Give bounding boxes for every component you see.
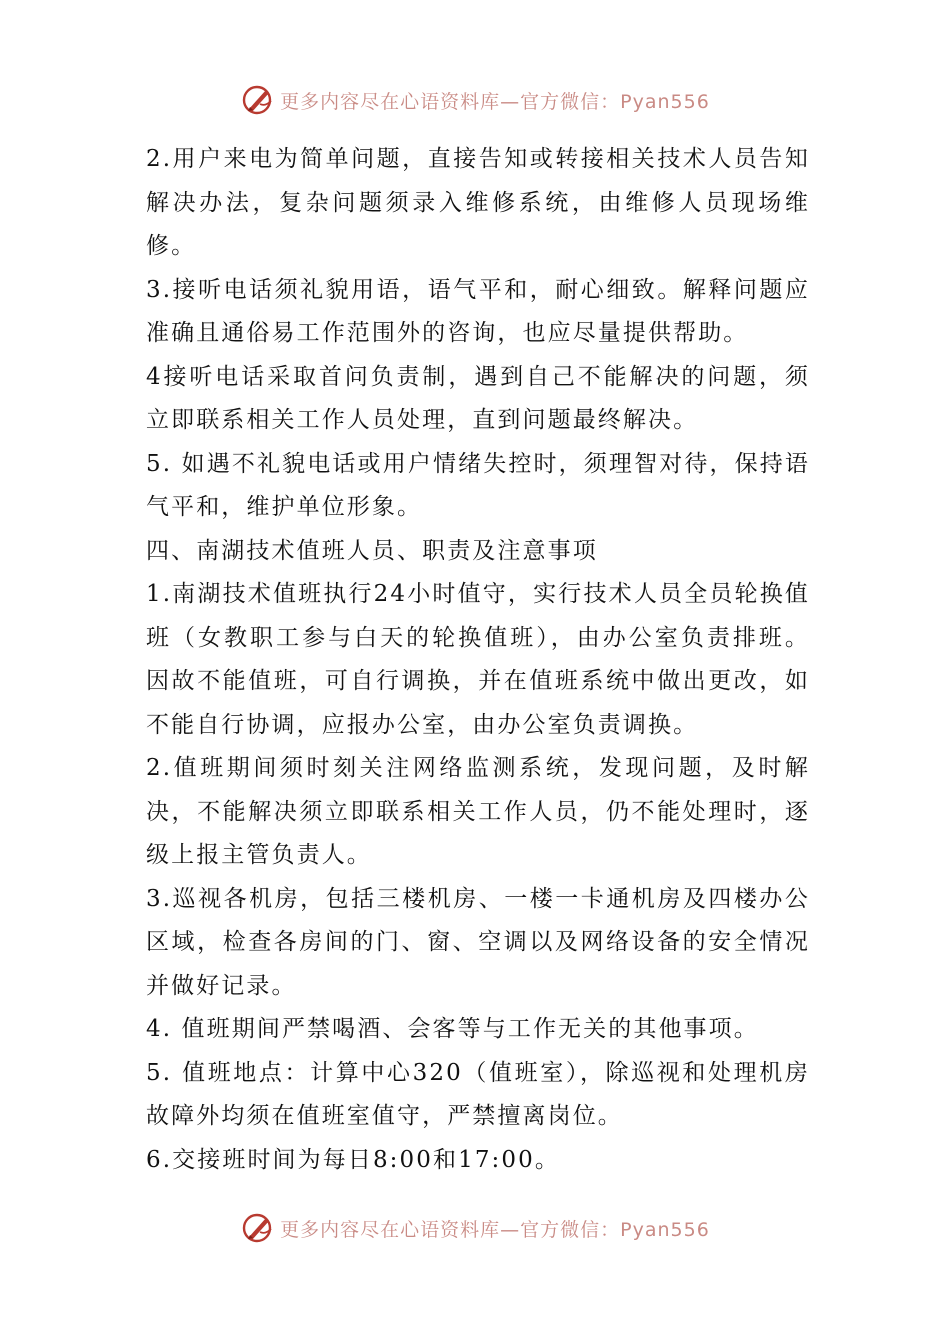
paragraph-2-simple-issues: 2.用户来电为简单问题，直接告知或转接相关技术人员告知解决办法，复杂问题须录入维修系统，由维修人员现场维修。 [146,146,810,259]
paragraph-2-monitoring: 2.值班期间须时刻关注网络监测系统，发现问题，及时解决，不能解决须立即联系相关工作人员，仍不能处理时，逐级上报主管负责人。 [146,755,810,868]
paragraph-5-duty-location: 5. 值班地点：计算中心320（值班室），除巡视和处理机房故障外均须在值班室值守，严禁擅离岗位。 [146,1059,810,1129]
paragraph-3-inspection: 3.巡视各机房，包括三楼机房、一楼一卡通机房及四楼办公区域，检查各房间的门、窗、空调以及网络设备的安全情况并做好记录。 [146,885,810,999]
paragraph-6-shift-times: 6.交接班时间为每日8:00和17:00。 [146,1146,560,1173]
paragraph-1-24h-duty: 1.南湖技术值班执行24小时值守，实行技术人员全员轮换值班（女教职工参与白天的轮换值班），由办公室负责排班。因故不能值班，可自行调换，并在值班系统中做出更改，如不能自行协调，应报办公室，由办公室负责调换。 [146,581,810,738]
footer-watermark [0,1208,950,1248]
watermark-text: 更多内容尽在心语资料库—官方微信：Pyan556 [280,1218,710,1241]
paragraph-3-phone-etiquette: 3.接听电话须礼貌用语，语气平和，耐心细致。解释问题应准确且通俗易工作范围外的咨询，也应尽量提供帮助。 [146,276,810,346]
paragraph-4-first-responder: 4接听电话采取首问负责制，遇到自己不能解决的问题，须立即联系相关工作人员处理，直到问题最终解决。 [146,363,810,433]
paragraph-5-rude-calls: 5. 如遇不礼貌电话或用户情绪失控时，须理智对待，保持语气平和，维护单位形象。 [146,450,810,520]
pen-circle-logo-icon [240,82,276,118]
pen-circle-logo-icon [240,1210,276,1246]
section-heading-four: 四、南湖技术值班人员、职责及注意事项 [146,537,598,564]
document-body [146,138,810,1182]
paragraph-4-prohibitions: 4. 值班期间严禁喝酒、会客等与工作无关的其他事项。 [146,1016,759,1042]
header-watermark [0,80,950,120]
watermark-text: 更多内容尽在心语资料库—官方微信：Pyan556 [280,90,710,113]
